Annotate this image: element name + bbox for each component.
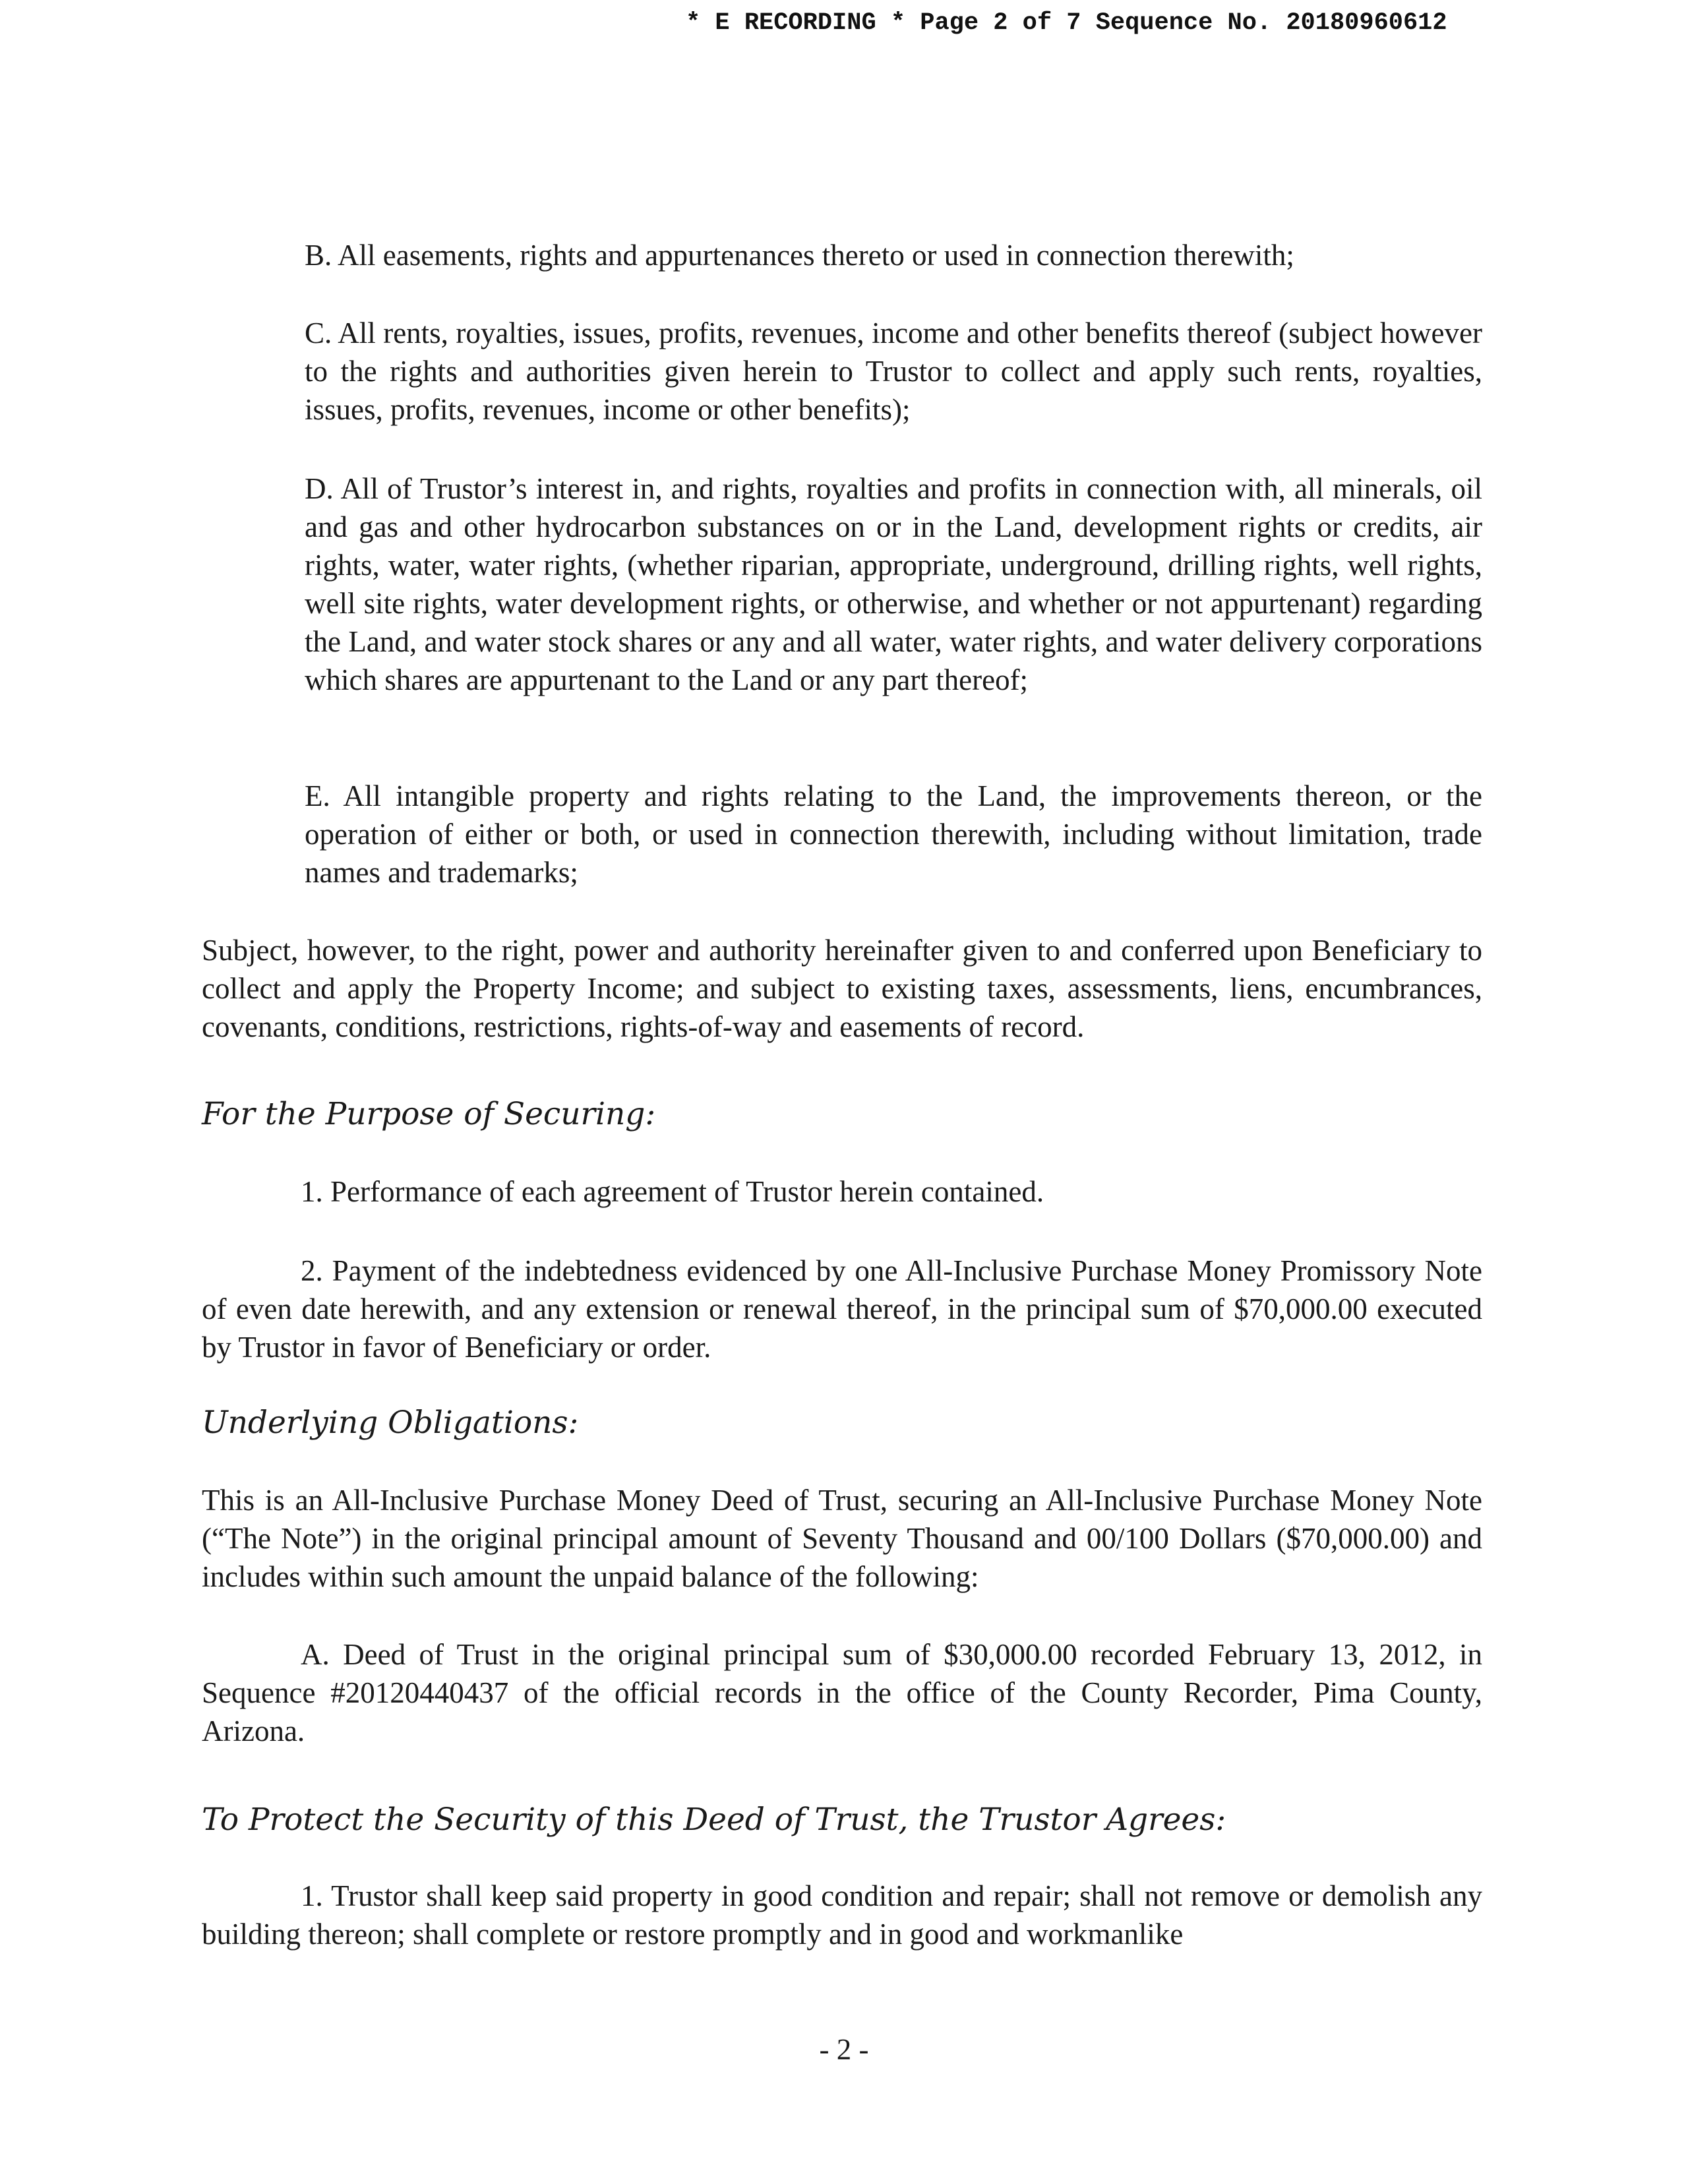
recording-header: * E RECORDING * Page 2 of 7 Sequence No. 20180960612 (686, 9, 1447, 37)
purpose-item-1: 1. Performance of each agreement of Trustor herein contained. (301, 1175, 1044, 1208)
clause-b: B. All easements, rights and appurtenances thereto or used in connection therewith; (305, 239, 1294, 272)
clause-c: C. All rents, royalties, issues, profits, revenues, income and other benefits thereof (subject however to the rights and authorities given herein to Trustor to collect and apply such rents, royalties, issues, profits, revenues, income or other benefits); (305, 317, 1482, 426)
protect-item-1: 1. Trustor shall keep said property in good condition and repair; shall not remove or demolish any building thereon; shall complete or restore promptly and in good and workmanlike (202, 1879, 1482, 1951)
underlying-intro: This is an All-Inclusive Purchase Money Deed of Trust, securing an All-Inclusive Purchase Money Note (“The Note”) in the original principal amount of Seventy Thousand and 00/100 Dollars ($70,000.00) and includes within such amount the unpaid balance of the following: (202, 1484, 1482, 1593)
purpose-heading: For the Purpose of Securing: (202, 1096, 656, 1132)
clause-d: D. All of Trustor’s interest in, and rights, royalties and profits in connection with, all minerals, oil and gas and other hydrocarbon substances on or in the Land, development rights or credits, air rights, water, water rights, (whether riparian, appropriate, underground, drilling rights, well rights, well site rights, water development rights, or otherwise, and whether or not appurtenant) regarding the Land, and water stock shares or any and all water, water rights, and water delivery corporations which shares are appurtenant to the Land or any part thereof; (305, 472, 1482, 696)
subject-paragraph: Subject, however, to the right, power and authority hereinafter given to and conferred upon Beneficiary to collect and apply the Property Income; and subject to existing taxes, assessments, liens, encumbrances, covenants, conditions, restrictions, rights-of-way and easements of record. (202, 934, 1482, 1043)
clause-e: E. All intangible property and rights relating to the Land, the improvements thereon, or the operation of either or both, or used in connection therewith, including without limitation, trade names and trademarks; (305, 779, 1482, 889)
underlying-item-a: A. Deed of Trust in the original principal sum of $30,000.00 recorded February 13, 2012, in Sequence #20120440437 of the official records in the office of the County Recorder, Pima County, Arizona. (202, 1638, 1482, 1747)
protect-heading: To Protect the Security of this Deed of Trust, the Trustor Agrees: (202, 1802, 1226, 1838)
page-number: - 2 - (819, 2033, 869, 2066)
underlying-heading: Underlying Obligations: (202, 1405, 579, 1441)
purpose-item-2: 2. Payment of the indebtedness evidenced by one All-Inclusive Purchase Money Promissory Note of even date herewith, and any extension or renewal thereof, in the principal sum of $70,000.00 executed by Trustor in favor of Beneficiary or order. (202, 1254, 1482, 1364)
